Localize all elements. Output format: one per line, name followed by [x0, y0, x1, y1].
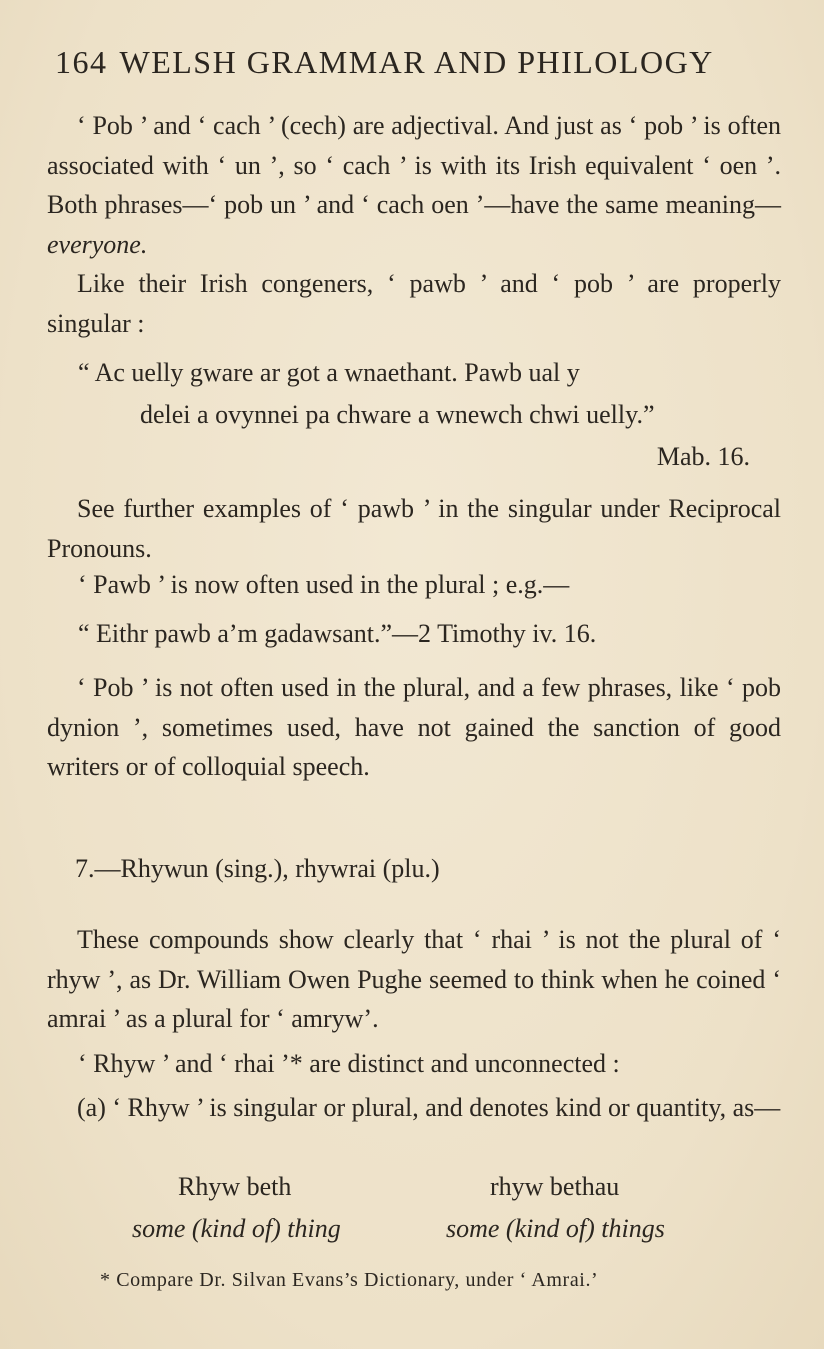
- paragraph-3: [47, 489, 781, 568]
- quote-line-1: “ Ac uelly gware ar got a wnaethant. Pawb ual y: [78, 358, 580, 387]
- paragraph-4: ‘ Pawb ’ is now often used in the plural ; e.g.—: [78, 570, 570, 599]
- paragraph-1: [47, 106, 781, 264]
- paragraph-8: [47, 1088, 781, 1128]
- example-right-gloss: some (kind of) things: [446, 1214, 665, 1243]
- example-left-word: Rhyw beth: [178, 1172, 292, 1201]
- paragraph-1-italic: everyone.: [47, 229, 148, 259]
- paragraph-7: ‘ Rhyw ’ and ‘ rhai ’* are distinct and unconnected :: [78, 1049, 620, 1078]
- paragraph-2: [47, 264, 781, 343]
- quotation-mabinogion: [78, 352, 782, 478]
- example-right-word: rhyw bethau: [490, 1172, 620, 1201]
- page-number: 164: [55, 44, 108, 80]
- quotation-timothy: “ Eithr pawb a’m gadawsant.”—2 Timothy iv. 16.: [78, 619, 597, 648]
- paragraph-1-text: ‘ Pob ’ and ‘ cach ’ (cech) are adjectival. And just as ‘ pob ’ is often associated with ‘ un ’, so ‘ cach ’ is with its Irish equivalent ‘ oen ’. Both phrases—‘ pob un ’ and ‘ cach oen ’—have the same meaning—: [47, 111, 781, 219]
- paragraph-5: [47, 668, 781, 787]
- quote-source: Mab. 16.: [656, 442, 750, 471]
- section-heading-7: 7.—Rhywun (sing.), rhywrai (plu.): [75, 854, 440, 883]
- running-title: WELSH GRAMMAR AND PHILOLOGY: [119, 44, 714, 80]
- paragraph-6-text: These compounds show clearly that ‘ rhai ’ is not the plural of ‘ rhyw ’, as Dr. William Owen Pughe seemed to think when he coined ‘ amrai ’ as a plural for ‘ amryw’.: [47, 925, 781, 1033]
- paragraph-3-text: See further examples of ‘ pawb ’ in the singular under Reciprocal Pronouns.: [47, 494, 781, 563]
- quote-line-2: delei a ovynnei pa chware a wnewch chwi uelly.”: [140, 400, 655, 429]
- paragraph-2-text: Like their Irish congeners, ‘ pawb ’ and ‘ pob ’ are properly singular :: [47, 269, 781, 338]
- example-left-gloss: some (kind of) thing: [132, 1214, 341, 1243]
- paragraph-8-text: (a) ‘ Rhyw ’ is singular or plural, and denotes kind or quantity, as—: [77, 1093, 781, 1122]
- paragraph-5-text: ‘ Pob ’ is not often used in the plural, and a few phrases, like ‘ pob dynion ’, sometimes used, have not gained the sanction of good writers or of colloquial speech.: [47, 673, 781, 781]
- running-header: [55, 44, 775, 81]
- footnote: * Compare Dr. Silvan Evans’s Dictionary, under ‘ Amrai.’: [100, 1269, 599, 1291]
- paragraph-6: [47, 920, 781, 1039]
